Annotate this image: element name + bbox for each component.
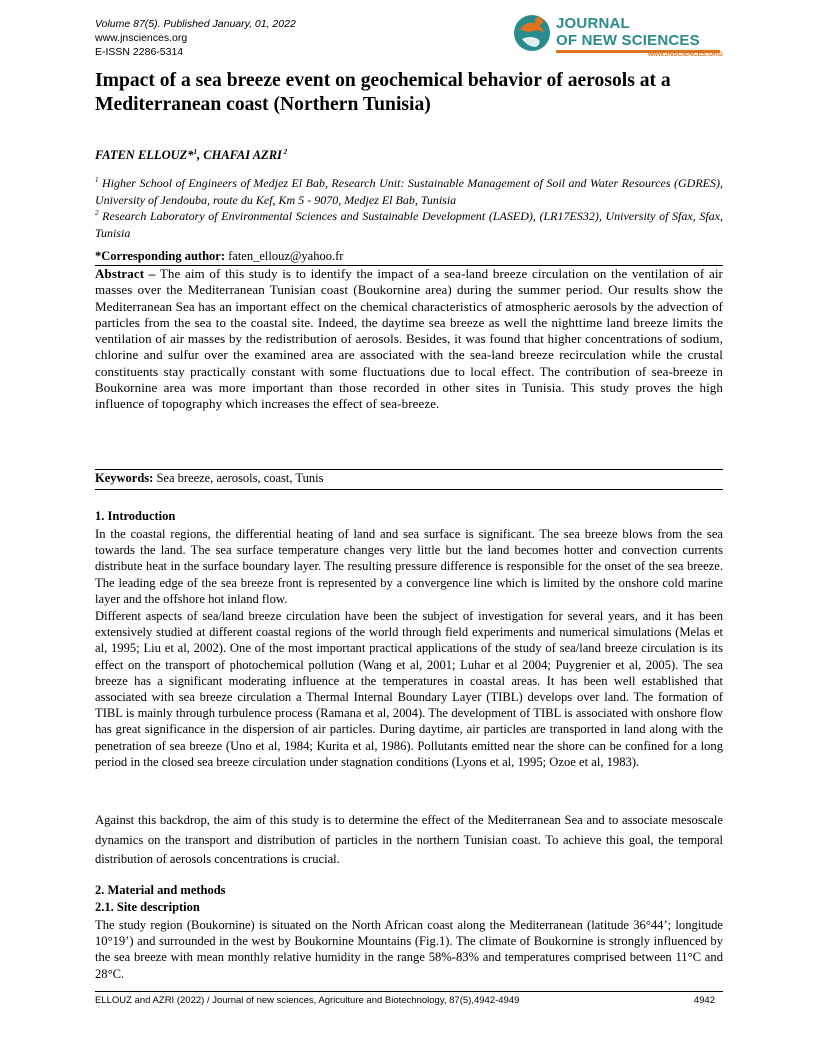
corresponding-email: faten_ellouz@yahoo.fr	[225, 249, 344, 263]
footer-citation: ELLOUZ and AZRI (2022) / Journal of new sciences, Agriculture and Biotechnology, 87(5),4942-4949	[95, 995, 520, 1006]
keywords	[95, 471, 323, 486]
page-number: 4942	[693, 995, 715, 1006]
abstract-text: The aim of this study is to identify the impact of a sea-land breeze circulation on the ventilation of air masses over the Mediterranean Tunisian coast (Boukornine area) during the summer period. Our results show the Mediterranean Sea has an important effect on the chemical characteristics of atmospheric aerosols by the advection of particles from the sea to the coastal site. Indeed, the daytime sea breeze as well the nighttime land breeze limits the ventilation of air masses by the redistribution of aerosols. Besides, it was found that higher concentrations of sodium, chlorine and sulfur over the examined area are associated with the sea-land breeze recirculation while the crustal constituents stay practically constant with some fluctuations due to local effect. The contribution of sea-breeze in Boukornine area was more important than those recorded in other sites in Tunisia. This study proves the high influence of topography which increases the effect of sea-breeze.	[95, 266, 723, 412]
keywords-label: Keywords:	[95, 471, 154, 485]
author-separator: ,	[197, 148, 204, 163]
intro-paragraph-1: In the coastal regions, the differential heating of land and sea surface is significant. The sea breeze blows from the sea towards the land. The sea surface temperature changes very little but the land becomes hotter and convection currents distribute heat in the surface boundary layer. The resulting pressure difference is responsible for the onset of the sea breeze. The leading edge of the sea breeze front is represented by a convergence line which is limited by the onshore cold marine layer and the offshore hot inland flow.	[95, 527, 723, 606]
affiliation-1-marker: 1	[95, 176, 99, 184]
methods-paragraph-1: The study region (Boukornine) is situated on the North African coast along the Mediterranean (latitude 36°44’; longitude 10°19’) and surrounded in the west by Boukornine Mountains (Fig.1). The climate of Boukornine is strongly influenced by the sea breeze with mean monthly relative humidity in the range 58%-83% and temperatures comprised between 11°C and 28°C.	[95, 918, 723, 981]
footer-rule	[95, 991, 723, 992]
journal-logo	[512, 13, 722, 63]
author-list	[95, 148, 287, 163]
section-heading-methods: 2. Material and methods	[95, 883, 226, 897]
corresponding-author	[95, 249, 343, 264]
abstract-label: Abstract –	[95, 266, 156, 281]
logo-line-2: OF NEW SCIENCES	[556, 32, 700, 49]
section-heading-introduction: 1. Introduction	[95, 509, 176, 523]
abstract-bottom-rule	[95, 469, 723, 470]
affiliation-2-marker: 2	[95, 209, 99, 217]
affiliation-1	[95, 172, 723, 208]
logo-line-1: JOURNAL	[556, 15, 630, 32]
logo-globe-icon	[512, 13, 552, 53]
abstract	[95, 266, 723, 413]
author-2: CHAFAI AZRI	[203, 148, 282, 163]
subsection-heading-site: 2.1. Site description	[95, 900, 200, 914]
author-1: FATEN ELLOUZ*	[95, 148, 194, 163]
keywords-rule	[95, 489, 723, 490]
author-1-affil: 1	[193, 148, 198, 156]
author-2-affil: 2	[281, 148, 288, 156]
keywords-text: Sea breeze, aerosols, coast, Tunis	[153, 471, 324, 485]
corresponding-label: *Corresponding author:	[95, 249, 225, 263]
paper-title: Impact of a sea breeze event on geochemical behavior of aerosols at a Mediterranean coast (Northern Tunisia)	[95, 70, 671, 115]
affiliation-2	[95, 205, 723, 241]
journal-website: www.jnsciences.org	[95, 32, 188, 44]
affiliation-2-text: Research Laboratory of Environmental Sciences and Sustainable Development (LASED), (LR17ES32), University of Sfax, Sfax, Tunisia	[95, 209, 723, 240]
issn: E-ISSN 2286-5314	[95, 46, 184, 58]
logo-url: www.JNSCIENCES.ORG	[648, 51, 723, 58]
journal-header	[95, 17, 296, 59]
volume-info: Volume 87(5). Published January, 01, 2022	[95, 18, 296, 30]
page-footer	[95, 995, 723, 1006]
intro-paragraph-2: Different aspects of sea/land breeze circulation have been the subject of investigation for several years, and it has been extensively studied at different coastal regions of the world through field experiments and numerical simulations (Melas et al, 1995; Liu et al, 2002). One of the most important practical applications of the study of sea/land breeze circulation is its effect on the transport of photochemical pollution (Wang et al, 2001; Luhar et al 2004; Puygrenier et al, 2005). The sea breeze has a significant moderating influence at the temperatures in coastal areas. It has been well established that associated with sea breeze circulation a Thermal Internal Boundary Layer (TIBL) develops over land. The formation of TIBL is mainly through turbulence process (Ramana et al, 2004). The development of TIBL is associated with onshore flow has great significance in the dispersion of air particles. During daytime, air particles are transported in land along with the penetration of sea breeze (Uno et al, 1984; Kurita et al, 1986). Pollutants emitted near the shore can be confined for a long period in the closed sea breeze circulation under stagnation conditions (Lyons et al, 1995; Ozoe et al, 1983).	[95, 609, 723, 769]
affiliation-1-text: Higher School of Engineers of Medjez El Bab, Research Unit: Sustainable Management of Soil and Water Resources (GDRES), University of Jendouba, route du Kef, Km 5 - 9070, Medjez El Bab, Tunisia	[95, 176, 723, 207]
intro-paragraph-3: Against this backdrop, the aim of this study is to determine the effect of the Mediterranean Sea and to associate mesoscale dynamics on the transport and distribution of particles in the northern Tunisian coast. To achieve this goal, the temporal distribution of aerosols concentrations is crucial.	[95, 813, 723, 866]
